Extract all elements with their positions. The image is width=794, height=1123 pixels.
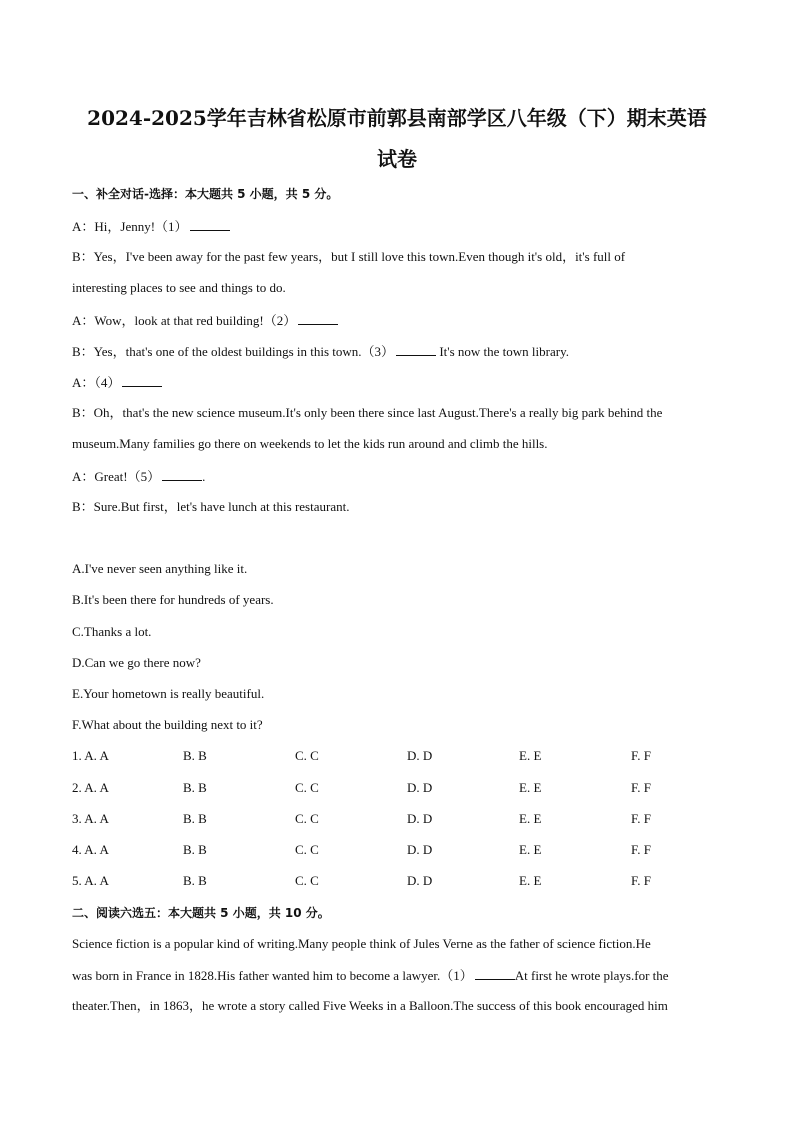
section-1-heading: 一、补全对话-选择：本大题共 5 小题，共 5 分。: [72, 187, 339, 201]
choice-f[interactable]: F. F: [631, 748, 651, 763]
answer-blank: [122, 374, 162, 387]
question-choice-row: [72, 780, 732, 796]
passage-text: At first he wrote plays.for the: [514, 968, 669, 983]
dialogue-line: B：Sure.But first，let's have lunch at this restaurant.: [72, 499, 350, 514]
option-item: D.Can we go there now?: [72, 655, 201, 670]
answer-blank: [396, 343, 436, 356]
passage-text: was born in France in 1828.His father wanted him to become a lawyer.（1）: [72, 968, 473, 983]
option-item: F.What about the building next to it?: [72, 717, 263, 732]
choice-a[interactable]: 1. A. A: [72, 748, 109, 763]
choice-c[interactable]: C. C: [295, 842, 319, 857]
choice-e[interactable]: E. E: [519, 873, 542, 888]
option-item: B.It's been there for hundreds of years.: [72, 592, 274, 607]
choice-d[interactable]: D. D: [407, 873, 433, 888]
section-2-heading: 二、阅读六选五：本大题共 5 小题，共 10 分。: [72, 906, 330, 920]
choice-a[interactable]: 4. A. A: [72, 842, 109, 857]
passage-line: [72, 967, 669, 984]
dialogue-text: A：Hi，Jenny!（1）: [72, 219, 188, 234]
document-title-line-1: 2024-2025学年吉林省松原市前郭县南部学区八年级（下）期末英语: [87, 106, 707, 130]
option-item: E.Your hometown is really beautiful.: [72, 686, 265, 701]
dialogue-line: [72, 343, 569, 360]
choice-b[interactable]: B. B: [183, 873, 207, 888]
dialogue-line: [72, 218, 230, 235]
dialogue-line: interesting places to see and things to do.: [72, 280, 286, 295]
choice-e[interactable]: E. E: [519, 811, 542, 826]
choice-f[interactable]: F. F: [631, 811, 651, 826]
dialogue-text: A：Great!（5）: [72, 469, 161, 484]
choice-a[interactable]: 3. A. A: [72, 811, 109, 826]
choice-d[interactable]: D. D: [407, 780, 433, 795]
answer-blank: [475, 967, 515, 980]
answer-blank: [190, 218, 230, 231]
question-choice-row: [72, 873, 732, 889]
option-item: A.I've never seen anything like it.: [72, 561, 248, 576]
choice-a[interactable]: 2. A. A: [72, 780, 109, 795]
dialogue-text: B：Yes，that's one of the oldest buildings in this town.（3）: [72, 344, 395, 359]
dialogue-line: museum.Many families go there on weekends to let the kids run around and climb the hills.: [72, 436, 548, 451]
question-choice-row: [72, 748, 732, 764]
choice-c[interactable]: C. C: [295, 780, 319, 795]
dialogue-text: A：（4）: [72, 375, 121, 390]
choice-c[interactable]: C. C: [295, 873, 319, 888]
choice-c[interactable]: C. C: [295, 748, 319, 763]
dialogue-line: B：Yes，I've been away for the past few years，but I still love this town.Even though it's old，it's full of: [72, 249, 626, 264]
choice-c[interactable]: C. C: [295, 811, 319, 826]
choice-f[interactable]: F. F: [631, 842, 651, 857]
dialogue-line: A：Great!（5） .: [72, 469, 206, 484]
passage-line: theater.Then，in 1863，he wrote a story called Five Weeks in a Balloon.The success of this book encouraged him: [72, 998, 668, 1013]
choice-f[interactable]: F. F: [631, 873, 651, 888]
passage-line: Science fiction is a popular kind of writing.Many people think of Jules Verne as the father of science fiction.He: [72, 936, 651, 951]
dialogue-line: B：Oh，that's the new science museum.It's only been there since last August.There's a really big park behind the: [72, 405, 663, 420]
choice-d[interactable]: D. D: [407, 842, 433, 857]
choice-b[interactable]: B. B: [183, 842, 207, 857]
answer-blank: [298, 312, 338, 325]
choice-b[interactable]: B. B: [183, 811, 207, 826]
choice-d[interactable]: D. D: [407, 748, 433, 763]
document-title-line-2: 试卷: [377, 147, 417, 171]
choice-e[interactable]: E. E: [519, 842, 542, 857]
answer-blank: [162, 468, 202, 481]
option-item: C.Thanks a lot.: [72, 624, 152, 639]
question-choice-row: [72, 811, 732, 827]
dialogue-line: [72, 312, 338, 329]
choice-a[interactable]: 5. A. A: [72, 873, 109, 888]
dialogue-text: A：Wow，look at that red building!（2）: [72, 313, 297, 328]
dialogue-line: [72, 374, 162, 391]
choice-e[interactable]: E. E: [519, 748, 542, 763]
choice-d[interactable]: D. D: [407, 811, 433, 826]
dialogue-text: It's now the town library.: [439, 344, 569, 359]
choice-b[interactable]: B. B: [183, 780, 207, 795]
choice-b[interactable]: B. B: [183, 748, 207, 763]
choice-f[interactable]: F. F: [631, 780, 651, 795]
choice-e[interactable]: E. E: [519, 780, 542, 795]
question-choice-row: [72, 842, 732, 858]
